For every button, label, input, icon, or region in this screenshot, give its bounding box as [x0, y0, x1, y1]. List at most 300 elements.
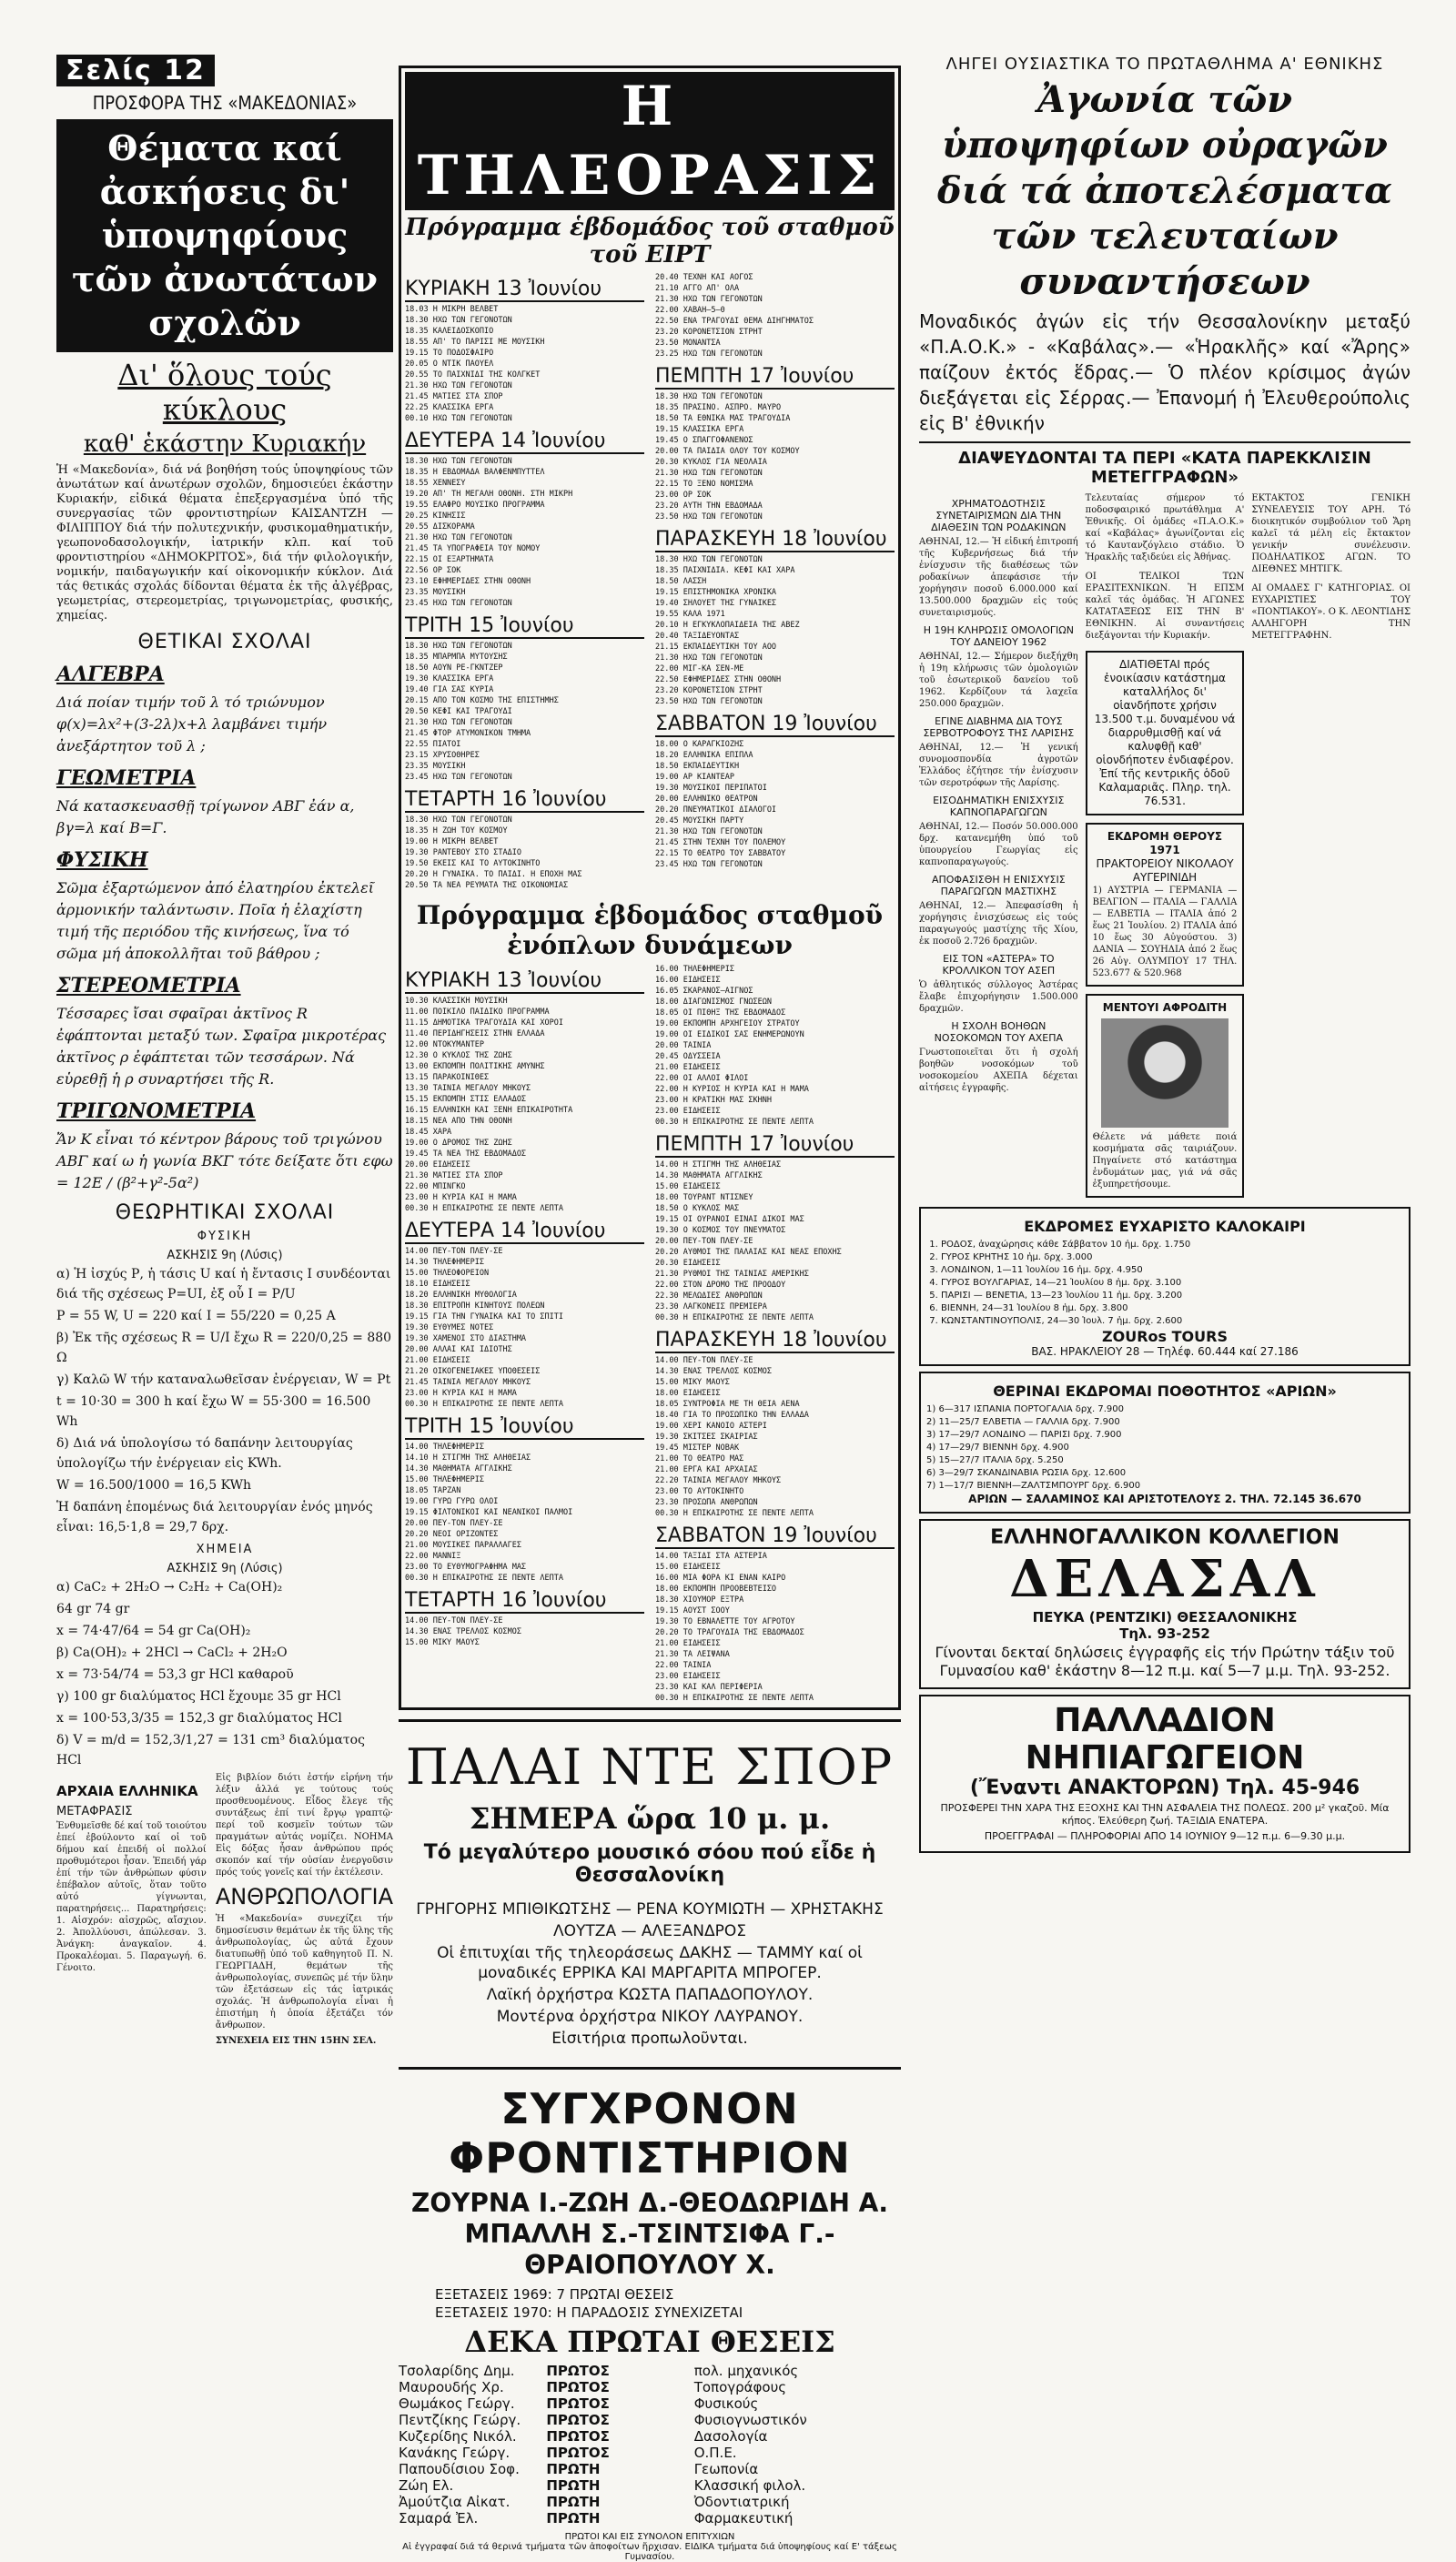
tours-address: ΒΑΣ. ΗΡΑΚΛΕΙΟΥ 28 — Τηλέφ. 60.444 καί 27.186	[1031, 1345, 1299, 1358]
schedule-item: 18.35 Η ΖΩΗ ΤΟΥ ΚΟΣΜΟΥ	[405, 826, 508, 835]
schedule-item: 00.30 Η ΕΠΙΚΑΙΡΟΤΗΣ ΣΕ ΠΕΝΤΕ ΛΕΠΤΑ	[405, 1574, 563, 1583]
schedule-item: 18.35 ΠΡΑΣΙΝΟ. ΑΣΠΡΟ. ΜΑΥΡΟ	[655, 403, 782, 412]
schedule-item: 23.45 ΗΧΩ ΤΩΝ ΓΕΓΟΝΟΤΩΝ	[655, 860, 763, 869]
schedule-item: 20.30 ΕΙΔΗΣΕΙΣ	[655, 1259, 721, 1268]
schedule-item: 19.15 ΓΙΑ ΤΗΝ ΓΥΝΑΙΚΑ ΚΑΙ ΤΟ ΣΠΙΤΙ	[405, 1312, 563, 1322]
article-text: Γνωστοποιεῖται ὅτι ἡ σχολή βοηθῶν νοσοκόμων τοῦ νοσοκομείου ΑΧΕΠΑ δέχεται αἰτήσεις ἐγγραφῆς.	[919, 1048, 1078, 1093]
schedule-item: 21.00 ΕΙΔΗΣΕΙΣ	[655, 1639, 721, 1648]
schedule-item: 21.45 ΤΑ ΥΠΟΓΡΑΦΕΙΑ ΤΟΥ ΝΟΜΟΥ	[405, 544, 541, 553]
sports-lead: Μοναδικός ἀγών εἰς τήν Θεσσαλονίκην μεταξύ «Π.Α.Ο.Κ.» - «Καβάλας».— «Ἡρακλῆς» καί «Ἄρης» παίζουν ἐκτός ἕδρας.— Ὁ πλέον κρίσιμος ἀγών διεξάγεται εἰς Σέρρας.— Ἐπανομή ἡ Ἐλευθερούπολις εἰς Β' ἐθνικήν	[919, 310, 1410, 434]
results-cell: Παπουδίσιου Σοφ.	[399, 2461, 520, 2477]
schedule-item: 11.00 ΠΟΙΚΙΛΟ ΠΑΙΔΙΚΟ ΠΡΟΓΡΑΜΜΑ	[405, 1008, 550, 1017]
schedule-item: 18.30 ΗΧΩ ΤΩΝ ΓΕΓΟΝΟΤΩΝ	[405, 642, 512, 651]
schedule-item: 19.00 ΟΙ ΕΙΔΙΚΟΙ ΣΑΣ ΕΝΗΜΕΡΩΝΟΥΝ	[655, 1030, 804, 1039]
schedule-item: 21.20 ΟΙΚΟΓΕΝΕΙΑΚΕΣ ΥΠΟΘΕΣΕΙΣ	[405, 1367, 541, 1376]
article-text: ΕΚΤΑΚΤΟΣ ΓΕΝΙΚΗ ΣΥΝΕΛΕΥΣΙΣ ΤΟΥ ΑΡΗ. Τό διοικητικόν συμβούλιον τοῦ Ἄρη καλεῖ τά μέλη εἰς ἔκτακτον γενικήν συνέλευσιν. ΠΟΔΗΛΑΤΙΚΟΣ ΑΓΩΝ. ΤΟ ΔΙΕΘΝΕΣ ΜΗΤΙΓΚ.	[1251, 493, 1410, 574]
schedule-item: 15.00 ΕΙΔΗΣΕΙΣ	[655, 1182, 721, 1191]
results-cell: Δασολογία	[693, 2428, 768, 2445]
physics-line: P = 55 W, U = 220 καί I = 55/220 = 0,25 A	[56, 1309, 336, 1323]
schedule-item: 18.05 ΣΥΝΤΡΟΦΙΑ ΜΕ ΤΗ ΘΕΙΑ ΑΕΝΑ	[655, 1400, 800, 1409]
article-text: ΟΙ ΤΕΛΙΚΟΙ ΤΩΝ ΕΡΑΣΙΤΕΧΝΙΚΩΝ. Ἡ ΕΠΣΜ καλεῖ τάς ὁμάδας. Ἡ ΑΓΩΝΕΣ ΚΑΤΑΤΑΞΕΩΣ ΕΙΣ ΤΗΝ Β' ΕΘΝΙΚΗΝ. Αἱ συναντήσεις διεξάγονται τήν Κυριακήν.	[1085, 572, 1245, 641]
results-cell: ΠΡΩΤΟΣ	[546, 2445, 610, 2461]
tours-list	[926, 1239, 1403, 1328]
education-headline: Θέματα καί ἀσκήσεις δι' ὑποψηφίους τῶν ἀνωτάτων σχολῶν	[56, 119, 393, 352]
stereometry-question: Τέσσαρες ἴσαι σφαῖραι ἀκτῖνος R ἐφάπτονται μεταξύ των. Σφαῖρα μικροτέρας ἀκτῖνος ρ ἐφάπτεται τῶν τεσσάρων. Νά εὑρεθῇ ἡ ρ συναρτήσει τῆς R.	[56, 1005, 387, 1088]
schedule-item: 23.30 ΚΑΙ ΚΑΛ ΠΕΡΙΦΕΡΙΑ	[655, 1683, 763, 1692]
schedule-item: 22.00 ΜΑΝΝΙΞ	[405, 1552, 461, 1561]
armed-forces-title: Πρόγραμμα ἑβδομάδος σταθμοῦ ἐνόπλων δυνάμεων	[416, 900, 884, 960]
summer-trip-ad	[1086, 823, 1245, 987]
trip-item: 7) 1—17/7 ΒΙΕΝΝΗ—ΖΑΛΤΣΜΠΟΥΡΓ δρχ. 6.900	[926, 1481, 1141, 1491]
column-education	[56, 55, 393, 2047]
schedule-item: 23.20 ΚΟΡΟΝΕΤΣΙΟΝ ΣΤΡΗΤ	[655, 328, 763, 337]
tutoring-title: ΣΥΓΧΡΟΝΟΝ ΦΡΟΝΤΙΣΤΗΡΙΟΝ	[449, 2084, 851, 2182]
schedule-item: 22.25 ΚΛΑΣΣΙΚΑ ΕΡΓΑ	[405, 403, 494, 412]
palai-cast: ΛΟΥΤΖΑ — ΑΛΕΞΑΝΔΡΟΣ	[553, 1922, 746, 1940]
physics-question: Σῶμα ἐξαρτώμενον ἀπό ἐλατηρίου ἐκτελεῖ ἁρμονικήν ταλάντωσιν. Ποῖα ἡ ἐλαχίστη τιμή τῆς περιόδου τῆς κινήσεως, ἵνα τό σῶμα μή ἀποκολλῆται τοῦ βάθρου ;	[56, 879, 374, 962]
schedule-item: 21.30 ΗΧΩ ΤΩΝ ΓΕΓΟΝΟΤΩΝ	[655, 469, 763, 478]
schedule-item: 19.30 ΡΑΝΤΕΒΟΥ ΣΤΟ ΣΤΑΔΙΟ	[405, 848, 521, 857]
schedule-item: 23.30 ΛΑΓΚΟΝΕΙΣ ΠΡΕΜΙΕΡΑ	[655, 1302, 767, 1311]
schedule-item: 23.00 ΕΙΔΗΣΕΙΣ	[655, 1672, 721, 1681]
chemistry-exercise: ΑΣΚΗΣΙΣ 9η (Λύσις)	[167, 1562, 283, 1575]
schedule-item: 20.20 ΤΟ ΤΡΑΓΟΥΔΙΑ ΤΗΣ ΕΒΔΟΜΑΔΟΣ	[655, 1628, 804, 1637]
article-heading: Η 19Η ΚΛΗΡΩΣΙΣ ΟΜΟΛΟΓΙΩΝ ΤΟΥ ΔΑΝΕΙΟΥ 1962	[923, 624, 1074, 648]
schedule-item: 21.45 ΦΤΟΡ ΑΤΥΜΟΝΙΚΟΝ ΤΜΗΜΑ	[405, 729, 531, 738]
schedule-item: 18.30 ΗΧΩ ΤΩΝ ΓΕΓΟΝΟΤΩΝ	[655, 392, 763, 401]
schedule-item: 22.00 ΜΙΓ-ΚΑ ΣΕΝ-ΜΕ	[655, 664, 744, 673]
schedule-item: 22.00 ΟΙ ΑΛΛΟΙ ΦΙΛΟΙ	[655, 1074, 749, 1083]
schedule-item: 19.30 Ο ΚΟΣΜΟΣ ΤΟΥ ΠΝΕΥΜΑΤΟΣ	[655, 1226, 786, 1235]
geometry-question: Νά κατασκευασθῇ τρίγωνον ΑΒΓ ἐάν α, βγ=λ καί Β=Γ.	[56, 797, 355, 836]
schedule-item: 15.00 ΤΗΛΕΦΗΜΕΡΙΣ	[405, 1475, 484, 1484]
results-cell: Ὀδοντιατρική	[693, 2494, 790, 2510]
schedule-item: 20.45 ΜΟΥΣΙΚΗ ΠΑΡΤΥ	[655, 816, 744, 825]
section-theory-schools: ΘΕΩΡΗΤΙΚΑΙ ΣΧΟΛΑΙ	[115, 1201, 335, 1224]
trip-item: 2. ΓΥΡΟΣ ΚΡΗΤΗΣ 10 ἡμ. δρχ. 3.000	[941, 1251, 1403, 1264]
schedule-item: 18.30 ΕΠΙΤΡΟΠΗ ΚΙΝΗΤΟΥΣ ΠΟΛΕΩΝ	[405, 1301, 545, 1311]
column-television	[399, 66, 901, 2562]
schedule-item: 21.15 ΕΚΠΑΙΔΕΥΤΙΚΗ ΤΟΥ ΑΟΟ	[655, 643, 777, 652]
chemistry-line: β) Ca(OH)₂ + 2HCl → CaCl₂ + 2H₂O	[56, 1646, 288, 1660]
exams-1969: ΕΞΕΤΑΣΕΙΣ 1969: 7 ΠΡΩΤΑΙ ΘΕΣΕΙΣ	[435, 2286, 674, 2303]
anthropology-heading: ΑΝΘΡΩΠΟΛΟΓΙΑ	[215, 1884, 393, 1909]
article-text: ΑΘΗΝΑΙ, 12.— Ἡ εἰδική ἐπιτροπή τῆς Κυβερνήσεως διά τήν ἐνίσχυσιν τῆς διαθέσεως τῶν ροδακίνων ἀπεφάσισε τήν χορήγησιν ποσοῦ 6.000.000 καί 13.500.000 δραχμῶν εἰς τούς συνεταιρισμούς.	[919, 537, 1078, 618]
chemistry-line: 64 gr 74 gr	[56, 1602, 130, 1616]
schedule-item: 19.00 Η ΜΙΚΡΗ ΒΕΛΒΕΤ	[405, 837, 499, 846]
schedule-item: 23.50 ΜΟΝΑΝΤΣΑ	[655, 339, 721, 348]
schedule-item: 21.30 ΤΑ ΛΕΙΨΑΝΑ	[655, 1650, 730, 1659]
results-cell: Κλασσική φιλολ.	[693, 2477, 806, 2494]
schedule-item: 16.00 ΕΙΔΗΣΕΙΣ	[655, 976, 721, 985]
palladion-sub: (Ἔναντι ΑΝΑΚΤΟΡΩΝ) Τηλ. 45-946	[969, 1777, 1360, 1799]
schedule-item: 19.30 ΤΟ ΕΒΝΑΛΕΤΤΕ ΤΟΥ ΑΓΡΟΤΟΥ	[655, 1617, 795, 1626]
schedule-item: 19.15 ΤΟ ΠΟΔΟΣΦΑΙΡΟ	[405, 349, 494, 358]
arion-title: ΘΕΡΙΝΑΙ ΕΚΔΡΟΜΑΙ ΠΟΘΟΤΗΤΟΣ «ΑΡΙΩΝ»	[993, 1382, 1337, 1400]
physics-line: t = 10·30 = 300 h καί ἔχω W = 55·300 = 16.500 Wh	[56, 1394, 371, 1429]
schedule-item: 10.30 ΚΛΑΣΣΙΚΗ ΜΟΥΣΙΚΗ	[405, 997, 508, 1006]
ancient-greek-sub: ΜΕΤΑΦΡΑΣΙΣ	[56, 1805, 133, 1818]
schedule-item: 18.40 ΓΙΑ ΤΟ ΠΡΟΣΩΠΙΚΟ ΤΗΝ ΕΛΛΑΔΑ	[655, 1411, 809, 1420]
ancient-anthropology-block	[56, 1772, 393, 2047]
physics-line: Ἡ δαπάνη ἑπομένως διά λειτουργίαν ἑνός μηνός εἶναι: 16,5·1,8 = 29,7 δρχ.	[56, 1500, 373, 1534]
schedule-item: 15.00 ΕΙΔΗΣΕΙΣ	[655, 1563, 721, 1572]
schedule-item: 20.45 ΟΔΥΣΣΕΙΑ	[655, 1052, 721, 1061]
article-heading: ΕΓΙΝΕ ΔΙΑΒΗΜΑ ΔΙΑ ΤΟΥΣ ΣΕΡΒΟΤΡΟΦΟΥΣ ΤΗΣ ΛΑΡΙΣΗΣ	[923, 715, 1075, 739]
tv-subtitle: Πρόγραμμα ἑβδομάδος τοῦ σταθμοῦ τοῦ ΕΙΡΤ	[405, 214, 895, 268]
armed-schedule	[405, 964, 895, 1704]
schedule-day-heading: ΣΑΒΒΑΤΟΝ 19 Ἰουνίου	[655, 713, 895, 737]
article-text: ΑΘΗΝΑΙ, 12.— Ποσόν 50.000.000 δρχ. κατανεμήθη ὑπό τοῦ ὑπουργείου Γεωργίας εἰς καπνοπαραγωγούς.	[919, 822, 1078, 867]
schedule-item: 18.00 ΕΙΔΗΣΕΙΣ	[655, 1389, 721, 1398]
results-cell: Πεντζίκης Γεώργ.	[399, 2412, 521, 2428]
trigonometry-question: Ἄν Κ εἶναι τό κέντρον βάρους τοῦ τριγώνου ΑΒΓ καί ω ἡ γωνία ΒΚΓ τότε δείξατε ὅτι εφω = 12Ε / (β²+γ²-5α²)	[56, 1130, 393, 1191]
schedule-item: 14.00 ΤΗΛΕΦΗΜΕΡΙΣ	[405, 1443, 484, 1452]
article-text: ΑΘΗΝΑΙ, 12.— Ἡ γενική συνομοσπονδία ἀγροτῶν Ἑλλάδος ἐζήτησε τήν ἐνίσχυσιν τῶν σεροτρόφων τῆς Λαρίσης.	[919, 743, 1078, 788]
schedule-item: 19.15 ΦΙΛΤΟΝΙΚΟΙ ΚΑΙ ΝΕΑΝΙΚΟΙ ΠΑΛΜΟΙ	[405, 1508, 573, 1517]
physics-solution	[56, 1264, 393, 1537]
palai-cast: ΓΡΗΓΟΡΗΣ ΜΠΙΘΙΚΩΤΣΗΣ — ΡΕΝΑ ΚΟΥΜΙΩΤΗ — ΧΡΗΣΤΑΚΗΣ	[416, 1900, 884, 1919]
schedule-item: 22.00 ΜΠΙΝΓΚΟ	[405, 1182, 466, 1191]
schedule-item: 21.00 ΤΟ ΘΕΑΤΡΟ ΜΑΣ	[655, 1454, 744, 1463]
schedule-item: 16.15 ΕΛΛΗΝΙΚΗ ΚΑΙ ΞΕΝΗ ΕΠΙΚΑΙΡΟΤΗΤΑ	[405, 1106, 573, 1115]
schedule-item: 15.00 ΜΙΚΥ ΜΑΟΥΣ	[655, 1378, 730, 1387]
physics-exercise: ΑΣΚΗΣΙΣ 9η (Λύσις)	[167, 1249, 283, 1262]
schedule-item: 14.30 ΕΝΑΣ ΤΡΕΛΛΟΣ ΚΟΣΜΟΣ	[655, 1367, 772, 1376]
results-cell: ΠΡΩΤΟΣ	[546, 2428, 610, 2445]
schedule-item: 00.30 Η ΕΠΙΚΑΙΡΟΤΗΣ ΣΕ ΠΕΝΤΕ ΛΕΠΤΑ	[655, 1509, 814, 1518]
schedule-item: 20.55 ΔΙΣΚΟΡΑΜΑ	[405, 522, 475, 532]
column-sports	[919, 55, 1410, 1853]
tutoring-foot: ΠΡΩΤΟΙ ΚΑΙ ΕΙΣ ΣΥΝΟΛΟΝ ΕΠΙΤΥΧΙΩΝ	[564, 2532, 735, 2542]
results-cell: Φυσικούς	[693, 2395, 759, 2412]
schedule-item: 19.00 ΕΚΠΟΜΠΗ ΑΡΧΗΓΕΙΟΥ ΣΤΡΑΤΟΥ	[655, 1019, 800, 1028]
schedule-item: 21.30 ΗΧΩ ΤΩΝ ΓΕΓΟΝΟΤΩΝ	[655, 653, 763, 663]
schedule-item: 16.00 ΜΙΑ ΦΟΡΑ ΚΙ ΕΝΑΝ ΚΑΙΡΟ	[655, 1574, 786, 1583]
tours-ad	[919, 1207, 1410, 1366]
schedule-item: 22.20 ΤΑΙΝΙΑ ΜΕΓΑΛΟΥ ΜΗΚΟΥΣ	[655, 1476, 782, 1485]
results-cell: ΠΡΩΤΗ	[546, 2461, 601, 2477]
schedule-item: 18.35 ΚΑΛΕΙΔΟΣΚΟΠΙΟ	[405, 327, 494, 336]
tours-brand: ZOURos TOURS	[1102, 1328, 1228, 1345]
armed-schedule-left	[405, 964, 644, 1704]
results-cell: ΠΡΩΤΗ	[546, 2477, 601, 2494]
chemistry-line: δ) V = m/d = 152,3/1,27 = 131 cm³ διαλύματος HCl	[56, 1733, 365, 1767]
anthropology-text: Ἡ «Μακεδονία» συνεχίζει τήν δημοσίευσιν θεμάτων ἐκ τῆς ὕλης τῆς ἀνθρωπολογίας, ὡς αὐτά ἔχουν διατυπωθῇ ὑπό τοῦ καθηγητοῦ Π. Ν. ΓΕΩΡΓΙΑΔΗ, θεμάτων τῆς ἀνθρωπολογίας, συνεπῶς μέ τήν ὕλην τῶν ἐξετάσεων εἰς τάς ἰατρικάς σχολάς. Ἡ ἀνθρωπολογία εἶναι ἡ ἐπιστήμη ἡ ὁποία ἐξετάζει τόν ἄνθρωπον.	[215, 1914, 393, 2030]
schedule-item: 21.30 ΜΑΤΙΕΣ ΣΤΑ ΣΠΟΡ	[405, 1171, 503, 1180]
schedule-item: 23.20 ΚΟΡΟΝΕΤΣΙΟΝ ΣΤΡΗΤ	[655, 686, 763, 695]
schedule-item: 19.00 ΑΡ ΚΙΑΝΤΕΑΡ	[655, 773, 734, 782]
schedule-day-heading: ΔΕΥΤΕΡΑ 14 Ἰουνίου	[405, 1220, 644, 1244]
schedule-day-heading: ΤΡΙΤΗ 15 Ἰουνίου	[405, 614, 644, 639]
schedule-item: 23.00 Η ΚΥΡΙΑ ΚΑΙ Η ΜΑΜΑ	[405, 1389, 517, 1398]
ten-first-places: ΔΕΚΑ ΠΡΩΤΑΙ ΘΕΣΕΙΣ	[464, 2324, 835, 2359]
schedule-item: 15.00 ΜΙΚΥ ΜΑΟΥΣ	[405, 1638, 480, 1647]
palai-de-sport-ad	[399, 1719, 901, 2049]
schedule-item: 23.35 ΜΟΥΣΙΚΗ	[405, 588, 466, 597]
schedule-item: 18.35 Η ΕΒΔΟΜΑΔΑ ΒΑΛΦΕΝΜΠΥΤΤΕΛ	[405, 468, 545, 477]
schedule-item: 18.55 ΧΕΝΝΕΣΥ	[405, 479, 466, 488]
schedule-item: 19.30 ΚΛΑΣΣΙΚΑ ΕΡΓΑ	[405, 674, 494, 684]
algebra-question: Διά ποίαν τιμήν τοῦ λ τό τριώνυμον φ(x)=λx²+(3-2λ)x+λ λαμβάνει τιμήν ἀνεξάρτητον τοῦ λ ;	[56, 694, 328, 754]
schedule-item: 00.30 Η ΕΠΙΚΑΙΡΟΤΗΣ ΣΕ ΠΕΝΤΕ ΛΕΠΤΑ	[655, 1118, 814, 1127]
palladion-title: ΠΑΛΛΑΔΙΟΝ ΝΗΠΙΑΓΩΓΕΙΟΝ	[1025, 1702, 1305, 1777]
schedule-item: 20.40 ΤΑΞΙΔΕΥΟΝΤΑΣ	[655, 632, 740, 641]
schedule-item: 18.30 ΗΧΩ ΤΩΝ ΓΕΓΟΝΟΤΩΝ	[405, 815, 512, 825]
palladion-text: ΠΡΟΣΦΕΡΕΙ ΤΗΝ ΧΑΡΑ ΤΗΣ ΕΞΟΧΗΣ ΚΑΙ ΤΗΝ ΑΣΦΑΛΕΙΑ ΤΗΣ ΠΟΛΕΩΣ. 200 μ² γκαζοῦ. Μία κήπος. Ἐλεύθερη ζωή. ΤΑΞΙΔΙΑ ΕΝΑΤΕΡΑ.	[940, 1802, 1390, 1827]
schedule-item: 18.35 ΜΠΑΡΜΠΑ ΜΥΤΟΥΣΗΣ	[405, 653, 508, 662]
trip-item: 4) 17—29/7 ΒΙΕΝΝΗ δρχ. 4.900	[926, 1443, 1069, 1453]
schedule-item: 22.00 ΣΤΟΝ ΔΡΟΜΟ ΤΗΣ ΠΡΟΟΔΟΥ	[655, 1281, 786, 1290]
tutoring-ad	[399, 2067, 901, 2562]
algebra-heading: ΑΛΓΕΒΡΑ	[56, 663, 165, 686]
schedule-item: 18.30 ΗΧΩ ΤΩΝ ΓΕΓΟΝΟΤΩΝ	[405, 457, 512, 466]
college-name: ΔΕΛΑΣΑΛ	[1009, 1549, 1320, 1609]
article-text: ΑΙ ΟΜΑΔΕΣ Γ' ΚΑΤΗΓΟΡΙΑΣ. ΟΙ ΕΥΧΑΡΙΣΤΙΕΣ ΤΟΥ «ΠΟΝΤΙΑΚΟΥ». Ο Κ. ΛΕΟΝΤΙΔΗΣ ΑΛΛΗΓΟΡΗ ΤΗΝ ΜΕΤΕΓΓΡΑΦΗΝ.	[1251, 583, 1411, 641]
results-cell: ΠΡΩΤΟΣ	[546, 2395, 610, 2412]
schedule-item: 23.00 ΤΟ ΕΥΘΥΜΟΓΡΑΦΗΜΑ ΜΑΣ	[405, 1563, 527, 1572]
eirt-schedule-right	[655, 272, 895, 891]
schedule-item: 23.45 ΗΧΩ ΤΩΝ ΓΕΓΟΝΟΤΩΝ	[405, 773, 512, 782]
chemistry-solution	[56, 1577, 393, 1770]
schedule-item: 22.15 ΟΙ ΕΞΑΡΤΗΜΑΤΑ	[405, 555, 494, 564]
trigonometry-heading: ΤΡΙΓΩΝΟΜΕΤΡΙΑ	[56, 1099, 257, 1123]
schedule-item: 21.00 ΕΙΔΗΣΕΙΣ	[655, 1063, 721, 1072]
exams-1970: ΕΞΕΤΑΣΕΙΣ 1970: Η ΠΑΡΑΔΟΣΙΣ ΣΥΝΕΧΙΖΕΤΑΙ	[435, 2304, 743, 2321]
section-positive-schools: ΘΕΤΙΚΑΙ ΣΧΟΛΑΙ	[137, 631, 312, 653]
schedule-item: 19.55 ΚΑΛΑ 1971	[655, 610, 725, 619]
article-heading: Η ΣΧΟΛΗ ΒΟΗΘΩΝ ΝΟΣΟΚΟΜΩΝ ΤΟΥ ΑΧΕΠΑ	[934, 1020, 1064, 1044]
palai-cast: Μοντέρνα ὀρχήστρα ΝΙΚΟΥ ΛΑΥΡΑΝΟΥ.	[496, 2008, 804, 2026]
palai-show: Τό μεγαλύτερο μουσικό σόου πού εἶδε ἡ Θεσσαλονίκη	[423, 1841, 876, 1887]
schedule-item: 22.00 ΧΑΒΑΗ—5—0	[655, 306, 725, 315]
arion-foot: ΑΡΙΩΝ — ΣΑΛΑΜΙΝΟΣ ΚΑΙ ΑΡΙΣΤΟΤΕΛΟΥΣ 2. ΤΗΛ. 72.145 36.670	[968, 1493, 1361, 1505]
schedule-item: 19.30 ΣΚΙΤΣΕΣ ΣΚΑΙΡΙΑΣ	[655, 1433, 758, 1442]
schedule-item: 20.50 ΚΕΦΙ ΚΑΙ ΤΡΑΓΟΥΔΙ	[405, 707, 512, 716]
results-cell: Σαμαρά Ἐλ.	[399, 2510, 479, 2527]
results-cell: Ἀμούτζια Αἰκατ.	[399, 2494, 511, 2510]
palai-cast: Οἱ ἐπιτυχίαι τῆς τηλεοράσεως ΔΑΚΗΣ — ΤΑΜΜΥ καί οἱ μοναδικές ΕΡΡΙΚΑ ΚΑΙ ΜΑΡΓΑΡΙΤΑ ΜΠΡΟΓΕΡ.	[437, 1944, 863, 1982]
chemistry-line: x = 74·47/64 = 54 gr Ca(OH)₂	[56, 1624, 251, 1638]
schedule-item: 13.00 ΕΚΠΟΜΠΗ ΠΟΛΙΤΙΚΗΣ ΑΜΥΝΗΣ	[405, 1062, 545, 1071]
schedule-item: 18.55 ΑΠ' ΤΟ ΠΑΡΙΣΙ ΜΕ ΜΟΥΣΙΚΗ	[405, 338, 545, 347]
schedule-item: 20.00 ΕΛΛΗΝΙΚΟ ΘΕΑΤΡΟΝ	[655, 795, 758, 804]
ancient-greek-heading: ΑΡΧΑΙΑ ΕΛΛΗΝΙΚΑ	[56, 1783, 198, 1799]
summer-trip-title: ΕΚΔΡΟΜΗ ΘΕΡΟΥΣ 1971	[1107, 830, 1223, 856]
palai-cast: Εἰσιτήρια προπωλοῦνται.	[551, 2030, 748, 2048]
schedule-item: 16.00 ΤΗΛΕΦΗΜΕΡΙΣ	[655, 965, 734, 974]
article-heading: ΕΙΣ ΤΟΝ «ΑΣΤΕΡΑ» ΤΟ ΚΡΟΛΛΙΚΟΝ ΤΟΥ ΑΣΕΠ	[942, 953, 1056, 977]
schedule-item: 14.00 ΠΕΥ-ΤΟΝ ΠΛΕΥ-ΣΕ	[655, 1356, 753, 1365]
college-title: ΕΛΛΗΝΟΓΑΛΛΙΚΟΝ ΚΟΛΛΕΓΙΟΝ	[990, 1526, 1340, 1549]
schedule-item: 19.15 ΑΟΥΣΤ ΣΟΟΥ	[655, 1606, 730, 1615]
delasal-ad	[919, 1519, 1410, 1689]
schedule-item: 20.00 ΤΑ ΠΑΙΔΙΑ ΟΛΟΥ ΤΟΥ ΚΟΣΜΟΥ	[655, 447, 800, 456]
schedule-day-heading: ΣΑΒΒΑΤΟΝ 19 Ἰουνίου	[655, 1524, 895, 1549]
schedule-item: 15.00 ΤΗΛΕΟΦΟΡΕΙΟΝ	[405, 1269, 490, 1278]
schedule-item: 18.50 Ο ΚΥΚΛΟΣ ΜΑΣ	[655, 1204, 740, 1213]
schedule-item: 23.00 ΟΡ ΣΟΚ	[655, 491, 712, 500]
results-cell: ΠΡΩΤΟΣ	[546, 2379, 610, 2395]
schedule-item: 18.20 ΕΛΛΗΝΙΚΑ ΕΠΙΠΛΑ	[655, 751, 753, 760]
schedule-item: 20.00 ΠΕΥ-ΤΟΝ ΠΛΕΥ-ΣΕ	[405, 1519, 503, 1528]
college-location: ΠΕΥΚΑ (ΡΕΝΤΖΙΚΙ) ΘΕΣΣΑΛΟΝΙΚΗΣ	[1032, 1609, 1298, 1625]
schedule-item: 00.30 Η ΕΠΙΚΑΙΡΟΤΗΣ ΣΕ ΠΕΝΤΕ ΛΕΠΤΑ	[655, 1313, 814, 1322]
schedule-item: 22.50 ΕΦΗΜΕΡΙΔΕΣ ΣΤΗΝ ΟΘΟΝΗ	[655, 675, 782, 684]
schedule-item: 19.00 ΧΕΡΙ ΚΑΝΟΙΟ ΑΣΤΕΡΙ	[655, 1422, 767, 1431]
schedule-day-heading: ΤΕΤΑΡΤΗ 16 Ἰουνίου	[405, 1589, 644, 1614]
palladion-foot: ΠΡΟΕΓΓΡΑΦΑΙ — ΠΛΗΡΟΦΟΡΙΑΙ ΑΠΟ 14 ΙΟΥΝΙΟΥ 9—12 π.μ. 6—9.30 μ.μ.	[984, 1830, 1346, 1842]
schedule-item: 19.45 ΤΑ ΝΕΑ ΤΗΣ ΕΒΔΟΜΑΔΟΣ	[405, 1149, 527, 1159]
physics-label: ΦΥΣΙΚΗ	[197, 1230, 253, 1243]
trip-item: 2) 11—25/7 ΕΛΒΕΤΙΑ — ΓΑΛΛΙΑ δρχ. 7.900	[926, 1417, 1120, 1427]
stereometry-heading: ΣΤΕΡΕΟΜΕΤΡΙΑ	[56, 974, 241, 997]
eirt-schedule	[405, 272, 895, 891]
portrait-photo	[1101, 1018, 1228, 1128]
schedule-item: 20.30 ΚΥΚΛΟΣ ΓΙΑ ΝΕΟΛΑΙΑ	[655, 458, 767, 467]
schedule-item: 20.20 ΑΥΘΜΟΙ ΤΗΣ ΠΑΛΑΙΑΣ ΚΑΙ ΝΕΑΣ ΕΠΟΧΗΣ	[655, 1248, 842, 1257]
trip-item: 5. ΠΑΡΙΣΙ — ΒΕΝΕΤΙΑ, 13—23 Ἰουλίου 11 ἡμ. δρχ. 3.200	[941, 1290, 1403, 1302]
schedule-item: 20.20 ΝΕΟΙ ΟΡΙΖΟΝΤΕΣ	[405, 1530, 499, 1539]
schedule-item: 21.00 ΜΟΥΣΙΚΕΣ ΠΑΡΑΛΛΑΓΕΣ	[405, 1541, 521, 1550]
schedule-item: 19.15 ΕΠΙΣΤΗΜΟΝΙΚΑ ΧΡΟΝΙΚΑ	[655, 588, 777, 597]
schedule-item: 18.20 ΕΛΛΗΝΙΚΗ ΜΥΘΟΛΟΓΙΑ	[405, 1291, 517, 1300]
schedule-item: 21.00 ΕΙΔΗΣΕΙΣ	[405, 1356, 470, 1365]
schedule-item: 14.00 ΤΑΞΙΔΙ ΣΤΑ ΑΣΤΕΡΙΑ	[655, 1552, 767, 1561]
schedule-item: 19.45 Ο ΣΠΑΓΓΟΦΑΝΕΝΟΣ	[655, 436, 753, 445]
schedule-item: 18.05 ΟΙ ΠΙΘΗΞ ΤΗΣ ΕΒΔΟΜΑΔΟΣ	[655, 1008, 786, 1018]
jewelry-title: ΜΕΝΤΟΥΙ ΑΦΡΟΔΙΤΗ	[1102, 1001, 1228, 1014]
schedule-item: 20.50 ΤΑ ΝΕΑ ΡΕΥΜΑΤΑ ΤΗΣ ΟΙΚΟΝΟΜΙΑΣ	[405, 881, 569, 890]
schedule-item: 13.15 ΠΑΡΑΚΟΙΝΙΘΕΣ	[405, 1073, 490, 1082]
eirt-schedule-left	[405, 272, 644, 891]
schedule-item: 20.15 ΑΠΟ ΤΟΝ ΚΟΣΜΟ ΤΗΣ ΕΠΙΣΤΗΜΗΣ	[405, 696, 559, 705]
article-heading: ΕΙΣΟΔΗΜΑΤΙΚΗ ΕΝΙΣΧΥΣΙΣ ΚΑΠΝΟΠΑΡΑΓΩΓΩΝ	[933, 795, 1065, 818]
schedule-day-heading: ΠΕΜΠΤΗ 17 Ἰουνίου	[655, 365, 895, 390]
schedule-item: 21.30 ΗΧΩ ΤΩΝ ΓΕΓΟΝΟΤΩΝ	[405, 381, 512, 390]
schedule-item: 20.00 ΠΕΥ-ΤΟΝ ΠΛΕΥ-ΣΕ	[655, 1237, 753, 1246]
summer-trip-text: 1) ΑΥΣΤΡΙΑ — ΓΕΡΜΑΝΙΑ — ΒΕΛΓΙΟΝ — ΙΤΑΛΙΑ — ΓΑΛΛΙΑ — ΕΛΒΕΤΙΑ — ΙΤΑΛΙΑ ἀπό 2 ἕως 21 Ἰουλίου. 2) ΙΤΑΛΙΑ ἀπό 10 ἕως 30 Αὐγούστου. 3) ΔΑΝΙΑ — ΣΟΥΗΔΙΑ ἀπό 2 ἕως 26 Αὐγ. ΟΛΥΜΠΟΥ 17 ΤΗΛ. 523.677 & 520.968	[1092, 886, 1238, 978]
schedule-item: 18.50 ΑΟΥΝ ΡΕ-ΓΚΝΤΖΕΡ	[405, 663, 503, 673]
sports-articles	[919, 492, 1410, 1198]
results-cell: ΠΡΩΤΟΣ	[546, 2363, 610, 2379]
schedule-item: 14.00 ΠΕΥ-ΤΟΝ ΠΛΕΥ-ΣΕ	[405, 1247, 503, 1256]
schedule-item: 16.05 ΣΚΑΡΑΝΟΣ—ΑΙΓΝΟΣ	[655, 987, 753, 996]
schedule-item: 20.00 ΤΑΙΝΙΑ	[655, 1041, 712, 1050]
schedule-item: 23.35 ΜΟΥΣΙΚΗ	[405, 762, 466, 771]
schedule-item: 19.30 ΕΥΘΥΜΕΣ ΝΟΤΕΣ	[405, 1323, 494, 1332]
schedule-item: 23.00 ΤΟ ΑΥΤΟΚΙΝΗΤΟ	[655, 1487, 744, 1496]
schedule-item: 18.00 ΤΟΥΡΑΝΤ ΝΤΙΣΝΕΥ	[655, 1193, 753, 1202]
schedule-item: 00.30 Η ΕΠΙΚΑΙΡΟΤΗΣ ΣΕ ΠΕΝΤΕ ΛΕΠΤΑ	[655, 1694, 814, 1703]
education-subhead-2: καθ' ἑκάστην Κυριακήν	[83, 430, 367, 458]
schedule-item: 18.15 ΝΕΑ ΑΠΟ ΤΗΝ ΟΘΟΝΗ	[405, 1117, 512, 1126]
article-text: ΑΘΗΝΑΙ, 12.— Σήμερον διεξήχθη ἡ 19η κλήρωσις τῶν ὁμολογιῶν τοῦ ἐσωτερικοῦ δανείου τοῦ 1962. Κερδίζουν τά λαχεῖα 250.000 δραχμῶν.	[919, 652, 1078, 709]
schedule-item: 00.10 ΗΧΩ ΤΩΝ ΓΕΓΟΝΟΤΩΝ	[405, 414, 512, 423]
schedule-item: 19.20 ΑΠ' ΤΗ ΜΕΓΑΛΗ ΟΘΟΝΗ. ΣΤΗ ΜΙΚΡΗ	[405, 490, 573, 499]
schedule-item: 22.55 ΠΙΑΤΟΙ	[405, 740, 461, 749]
schedule-item: 20.55 ΤΟ ΠΑΙΧΝΙΔΙ ΤΗΣ ΚΟΛΓΚΕΤ	[405, 370, 541, 380]
schedule-day-heading: ΠΕΜΠΤΗ 17 Ἰουνίου	[655, 1133, 895, 1158]
schedule-day-heading: ΚΥΡΙΑΚΗ 13 Ἰουνίου	[405, 278, 644, 302]
schedule-item: 18.10 ΕΙΔΗΣΕΙΣ	[405, 1280, 470, 1289]
physics-line: δ) Διά νά ὑπολογίσω τό δαπάνην λειτουργίας ὑπολογίζω τήν ἐνέργειαν εἰς KWh.	[56, 1436, 353, 1471]
results-cell: Μαυρουδής Χρ.	[399, 2379, 504, 2395]
trip-item: 6. ΒΙΕΝΝΗ, 24—31 Ἰουλίου 8 ἡμ. δρχ. 3.800	[941, 1302, 1403, 1315]
sports-headline: Ἀγωνία τῶν ὑποψηφίων οὐραγῶν διά τά ἀποτελέσματα τῶν τελευταίων συναντήσεων	[937, 78, 1392, 303]
schedule-item: 18.30 ΗΧΩ ΤΩΝ ΓΕΓΟΝΟΤΩΝ	[655, 555, 763, 564]
trip-item: 3. ΛΟΝΔΙΝΟΝ, 1—11 Ἰουλίου 16 ἡμ. δρχ. 4.950	[941, 1264, 1403, 1277]
summer-trip-org: ΠΡΑΚΤΟΡΕΙΟΥ ΝΙΚΟΛΑΟΥ ΑΥΓΕΡΙΝΙΔΗ	[1096, 857, 1234, 884]
schedule-item: 19.15 ΟΙ ΟΥΡΑΝΟΙ ΕΙΝΑΙ ΔΙΚΟΙ ΜΑΣ	[655, 1215, 804, 1224]
schedule-item: 21.30 ΗΧΩ ΤΩΝ ΓΕΓΟΝΟΤΩΝ	[405, 718, 512, 727]
physics-heading: ΦΥΣΙΚΗ	[56, 848, 148, 872]
schedule-item: 21.00 ΕΡΓΑ ΚΑΙ ΑΡΧΑΙΑΣ	[655, 1465, 758, 1474]
schedule-day-heading: ΤΡΙΤΗ 15 Ἰουνίου	[405, 1415, 644, 1440]
schedule-item: 18.05 ΤΑΡΖΑΝ	[405, 1486, 461, 1495]
physics-line: W = 16.500/1000 = 16,5 KWh	[56, 1478, 251, 1493]
page-number-tag: Σελίς 12	[56, 55, 215, 86]
schedule-item: 18.50 ΛΑΣΣΗ	[655, 577, 707, 586]
schedule-item: 20.20 Η ΓΥΝΑΙΚΑ. ΤΟ ΠΑΙΔΙ. Η ΕΠΟΧΗ ΜΑΣ	[405, 870, 582, 879]
results-cell: Γεωπονία	[693, 2461, 759, 2477]
schedule-item: 14.10 Η ΣΤΙΓΜΗ ΤΗΣ ΑΛΗΘΕΙΑΣ	[405, 1453, 531, 1463]
schedule-item: 00.30 Η ΕΠΙΚΑΙΡΟΤΗΣ ΣΕ ΠΕΝΤΕ ΛΕΠΤΑ	[405, 1400, 563, 1409]
chemistry-line: x = 100·53,3/35 = 152,3 gr διαλύματος HCl	[56, 1711, 342, 1726]
results-cell: Θωμάκος Γεώργ.	[399, 2395, 515, 2412]
schedule-item: 19.40 ΣΗΛΟΥΕΤ ΤΗΣ ΓΥΝΑΙΚΕΣ	[655, 599, 777, 608]
schedule-item: 23.45 ΗΧΩ ΤΩΝ ΓΕΓΟΝΟΤΩΝ	[405, 599, 512, 608]
schedule-item: 21.30 ΗΧΩ ΤΩΝ ΓΕΓΟΝΟΤΩΝ	[655, 295, 763, 304]
results-cell: πολ. μηχανικός	[693, 2363, 799, 2379]
offer-line: ΠΡΟΣΦΟΡΑ ΤΗΣ «ΜΑΚΕΔΟΝΙΑΣ»	[92, 92, 358, 114]
schedule-item: 20.20 ΠΝΕΥΜΑΤΙΚΟΙ ΔΙΑΛΟΓΟΙ	[655, 805, 777, 815]
schedule-item: 23.20 ΑΥΤΗ ΤΗΝ ΕΒΔΟΜΑΔΑ	[655, 501, 763, 511]
article-heading: ΧΡΗΜΑΤΟΔΟΤΗΣΙΣ ΣΥΝΕΤΑΙΡΙΣΜΩΝ ΔΙΑ ΤΗΝ ΔΙΑΘΕΣΙΝ ΤΩΝ ΡΟΔΑΚΙΝΩΝ	[931, 498, 1067, 533]
ancient-greek-text: Ἐνθυμεῖσθε δέ καί τοῦ τοιούτου ἐπεί ἐβούλοντο καί οἱ τοῦ δήμου καί ἐπειδή οἱ πολλοί προθυμότεροι ἦσαν. Ἐπειδή γάρ ἐπί τήν τῶν ἀνθρώπων φύσιν ἐπέβαλον αὐτοῖς, ὅταν τοῦτο αὐτό γίγνωνται, παρατηρήσεις... Παρατηρήσεις: 1. Αἰσχρόν: αἰσχρῶς, αἴσχιον. 2. Ἀπολλύουσι, ἀπώλεσαν. 3. Ἀνάγκη: ἀναγκαῖον. 4. Προκαλέομαι. 5. Παραγωγή. 6. Γένοιτο.	[56, 1821, 207, 1973]
schedule-item: 19.50 ΕΚΕΙΣ ΚΑΙ ΤΟ ΑΥΤΟΚΙΝΗΤΟ	[405, 859, 541, 868]
jewelry-ad	[1086, 994, 1245, 1198]
schedule-item: 18.03 Η ΜΙΚΡΗ ΒΕΛΒΕΤ	[405, 305, 499, 314]
schedule-item: 22.15 ΤΟ ΞΕΝΟ ΝΟΜΙΣΜΑ	[655, 480, 753, 489]
schedule-item: 21.45 ΜΑΤΙΕΣ ΣΤΑ ΣΠΟΡ	[405, 392, 503, 401]
schedule-item: 20.00 ΑΛΛΑΙ ΚΑΙ ΙΔΙΟΤΗΣ	[405, 1345, 512, 1354]
schedule-item: 23.50 ΗΧΩ ΤΩΝ ΓΕΓΟΝΟΤΩΝ	[655, 697, 763, 706]
results-cell: Τσολαρίδης Δημ.	[399, 2363, 515, 2379]
chemistry-line: α) CaC₂ + 2H₂O → C₂H₂ + Ca(OH)₂	[56, 1580, 283, 1595]
article-text: Ὁ ἀθλητικός σύλλογος Ἀστέρας ἔλαβε ἐπιχορήγησιν 1.500.000 δραχμῶν.	[919, 980, 1078, 1014]
schedule-day-heading: ΠΑΡΑΣΚΕΥΗ 18 Ἰουνίου	[655, 528, 895, 552]
geometry-heading: ΓΕΩΜΕΤΡΙΑ	[56, 766, 197, 790]
schedule-item: 11.15 ΔΗΜΟΤΙΚΑ ΤΡΑΓΟΥΔΙΑ ΚΑΙ ΧΟΡΟΙ	[405, 1018, 563, 1028]
article-heading: ΑΠΟΦΑΣΙΣΘΗ Η ΕΝΙΣΧΥΣΙΣ ΠΑΡΑΓΩΓΩΝ ΜΑΣΤΙΧΗΣ	[931, 874, 1066, 897]
tv-title: Η ΤΗΛΕΟΡΑΣΙΣ	[405, 72, 895, 210]
schedule-item: 12.30 Ο ΚΥΚΛΟΣ ΤΗΣ ΖΩΗΣ	[405, 1051, 512, 1060]
college-phone: Τηλ. 93-252	[1119, 1625, 1210, 1642]
results-cell: Ο.Π.Ε.	[693, 2445, 737, 2461]
palai-time: ΣΗΜΕΡΑ ὥρα 10 μ. μ.	[469, 1801, 831, 1836]
schedule-item: 21.30 ΡΥΘΜΟΙ ΤΗΣ ΤΑΙΝΙΑΣ ΑΜΕΡΙΚΗΣ	[655, 1270, 809, 1279]
schedule-item: 23.00 Η ΚΡΑΤΙΚΗ ΜΑΣ ΣΚΗΝΗ	[655, 1096, 772, 1105]
schedule-item: 18.00 ΕΚΠΟΜΠΗ ΠΡΟΟΒΕΒΤΕΙΣΟ	[655, 1585, 777, 1594]
schedule-item: 21.10 ΑΓΓΟ ΑΠ' ΟΛΑ	[655, 284, 740, 293]
physics-line: α) Ἡ ἰσχύς Ρ, ἡ τάσις U καί ἡ ἔντασις Ι συνδέονται διά τῆς σχέσεως P=UI, ἐξ οὗ I = P/U	[56, 1267, 391, 1301]
schedule-item: 14.30 ΜΑΘΗΜΑΤΑ ΑΓΓΛΙΚΗΣ	[405, 1464, 512, 1473]
schedule-item: 14.30 ΕΝΑΣ ΤΡΕΛΛΟΣ ΚΟΣΜΟΣ	[405, 1627, 521, 1636]
schedule-item: 23.50 ΗΧΩ ΤΩΝ ΓΕΓΟΝΟΤΩΝ	[655, 512, 763, 522]
schedule-item: 13.30 ΤΑΙΝΙΑ ΜΕΓΑΛΟΥ ΜΗΚΟΥΣ	[405, 1084, 531, 1093]
chemistry-line: x = 73·54/74 = 53,3 gr HCl καθαροῦ	[56, 1667, 294, 1682]
